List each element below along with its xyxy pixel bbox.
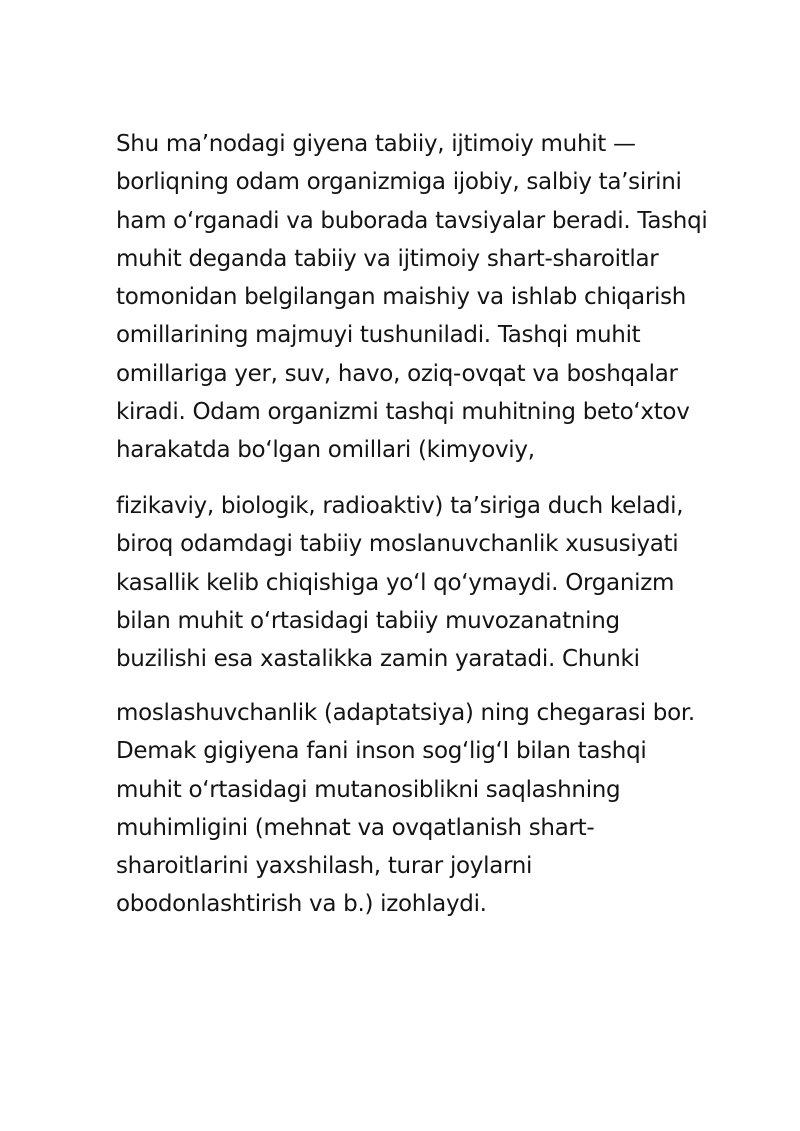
text-line: muhit deganda tabiiy va ijtimoiy shart-sharoitlar [116, 245, 659, 272]
text-line: harakatda bo‘lgan omillari (kimyoviy, [116, 437, 535, 464]
paragraph-3 [116, 694, 756, 924]
text-line: Demak gigiyena fani inson sog‘lig‘I bilan tashqi [116, 738, 647, 765]
paragraph-2 [116, 487, 756, 678]
text-line: bilan muhit o‘rtasidagi tabiiy muvozanatning [116, 607, 620, 634]
text-line: Shu ma’nodagi giyena tabiiy, ijtimoiy muhit — [116, 131, 636, 157]
text-line: kiradi. Odam organizmi tashqi muhitning beto‘xtov [116, 399, 690, 426]
text-line: muhimligini (mehnat va ovqatlanish shart- [116, 814, 595, 841]
text-line: muhit o‘rtasidagi mutanosiblikni saqlashning [116, 776, 621, 803]
text-line: omillarining majmuyi tushuniladi. Tashqi muhit [116, 322, 641, 349]
text-line: sharoitlarini yaxshilash, turar joylarni [116, 853, 533, 880]
text-line: obodonlashtirish va b.) izohlaydi. [116, 891, 487, 918]
paragraph-1 [116, 125, 756, 470]
text-line: borliqning odam organizmiga ijobiy, salbiy ta’sirini [116, 169, 682, 196]
text-line: omillariga yer, suv, havo, oziq-ovqat va boshqalar [116, 360, 678, 387]
text-line: kasallik kelib chiqishiga yo‘l qo‘ymaydi. Organizm [116, 569, 675, 596]
text-line: buzilishi esa xastalikka zamin yaratadi. Chunki [116, 646, 640, 673]
text-line: ham o‘rganadi va buborada tavsiyalar beradi. Tashqi [116, 207, 708, 234]
text-line: tomonidan belgilangan maishiy va ishlab chiqarish [116, 284, 687, 311]
text-line: moslashuvchanlik (adaptatsiya) ning chegarasi bor. [116, 700, 695, 726]
text-line: biroq odamdagi tabiiy moslanuvchanlik xususiyati [116, 531, 679, 558]
text-line: fizikaviy, biologik, radioaktiv) ta’siriga duch keladi, [116, 493, 684, 519]
